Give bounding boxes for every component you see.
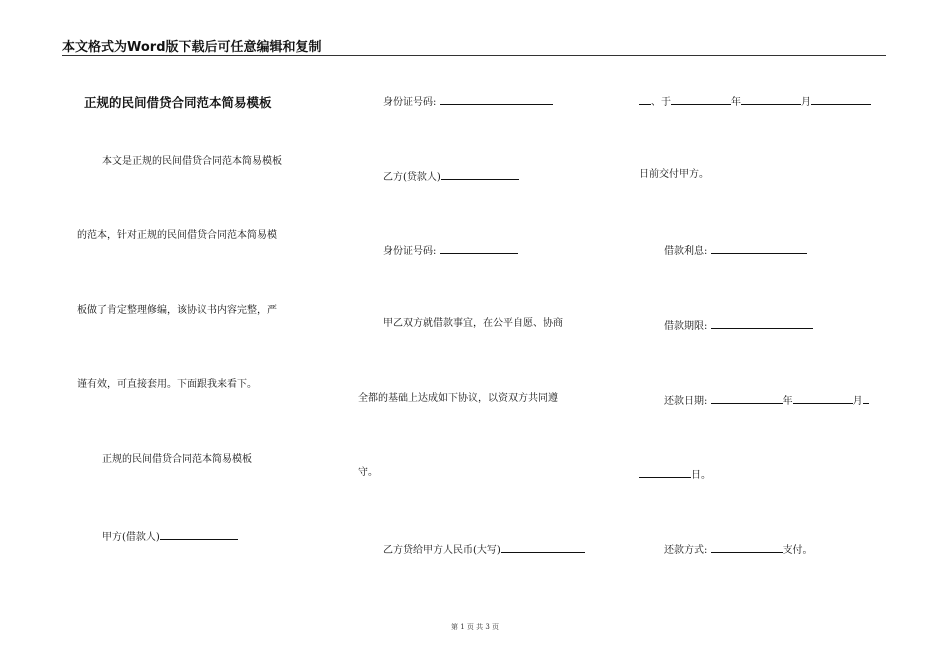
col1-line-1: 本文是正规的民间借贷合同范本简易模板: [102, 156, 282, 167]
col3-line-2: 日前交付甲方。: [639, 169, 709, 180]
repay-method-suffix: 支付。: [782, 545, 813, 556]
col3-line-7: [664, 541, 813, 558]
date-prefix: 、于: [651, 97, 671, 108]
year-blank: [671, 93, 731, 105]
date-lead-blank: [639, 93, 651, 105]
day-blank: [811, 93, 871, 105]
party-b-blank: [441, 168, 519, 180]
id-number-blank-2: [440, 242, 518, 254]
repay-year-label: 年: [782, 396, 793, 407]
term-blank: [711, 317, 813, 329]
col3-line-4: [664, 317, 813, 334]
page-header: [62, 36, 886, 56]
repay-day-label: 日。: [691, 470, 711, 481]
interest-label: 借款利息:: [664, 246, 708, 257]
header-title: 本文格式为Word版下载后可任意编辑和复制: [62, 40, 322, 55]
party-a-blank: [160, 528, 238, 540]
col1-line-2: 的范本，针对正规的民间借贷合同范本简易模: [77, 230, 277, 241]
id-number-label-2: 身份证号码:: [383, 246, 437, 257]
col1-line-4: 谨有效，可直接套用。下面跟我来看下。: [77, 379, 257, 390]
month-blank: [741, 93, 801, 105]
repay-tail-blank: [863, 392, 869, 404]
col2-line-4: 甲乙双方就借款事宜，在公平自愿、协商: [383, 318, 563, 329]
loan-amount-blank: [501, 541, 585, 553]
repay-date-label: 还款日期:: [664, 396, 708, 407]
col3-line-6: [639, 466, 711, 483]
repay-month-blank: [793, 392, 853, 404]
col1-line-3: 板做了肯定整理修编，该协议书内容完整，严: [77, 305, 277, 316]
repay-method-label: 还款方式:: [664, 545, 708, 556]
page-number: 第 1 页 共 3 页: [450, 623, 500, 631]
year-label: 年: [731, 97, 741, 108]
col1-line-6: [102, 528, 238, 545]
party-b-label: 乙方(贷款人): [383, 172, 441, 183]
repay-year-blank: [711, 392, 783, 404]
col2-line-6: 守。: [358, 467, 378, 478]
id-number-label: 身份证号码:: [383, 97, 437, 108]
repay-method-blank: [711, 541, 783, 553]
col3-line-1: [639, 93, 871, 110]
term-label: 借款期限:: [664, 321, 708, 332]
col2-line-5: 全都的基础上达成如下协议，以资双方共同遵: [358, 393, 558, 404]
col3-line-5: [664, 392, 869, 409]
repay-month-label: 月: [852, 396, 863, 407]
month-label: 月: [801, 97, 811, 108]
loan-amount-label: 乙方贷给甲方人民币(大写): [383, 545, 501, 556]
col2-line-1: [383, 93, 553, 110]
col3-line-3: [664, 242, 807, 259]
repay-day-blank: [639, 466, 691, 478]
interest-blank: [711, 242, 807, 254]
party-a-label: 甲方(借款人): [102, 532, 160, 543]
id-number-blank: [440, 93, 553, 105]
col2-line-2: [383, 168, 519, 185]
document-title: 正规的民间借贷合同范本简易模板: [84, 95, 272, 110]
col2-line-7: [383, 541, 585, 558]
col2-line-3: [383, 242, 518, 259]
col1-line-5: 正规的民间借贷合同范本简易模板: [102, 454, 252, 465]
